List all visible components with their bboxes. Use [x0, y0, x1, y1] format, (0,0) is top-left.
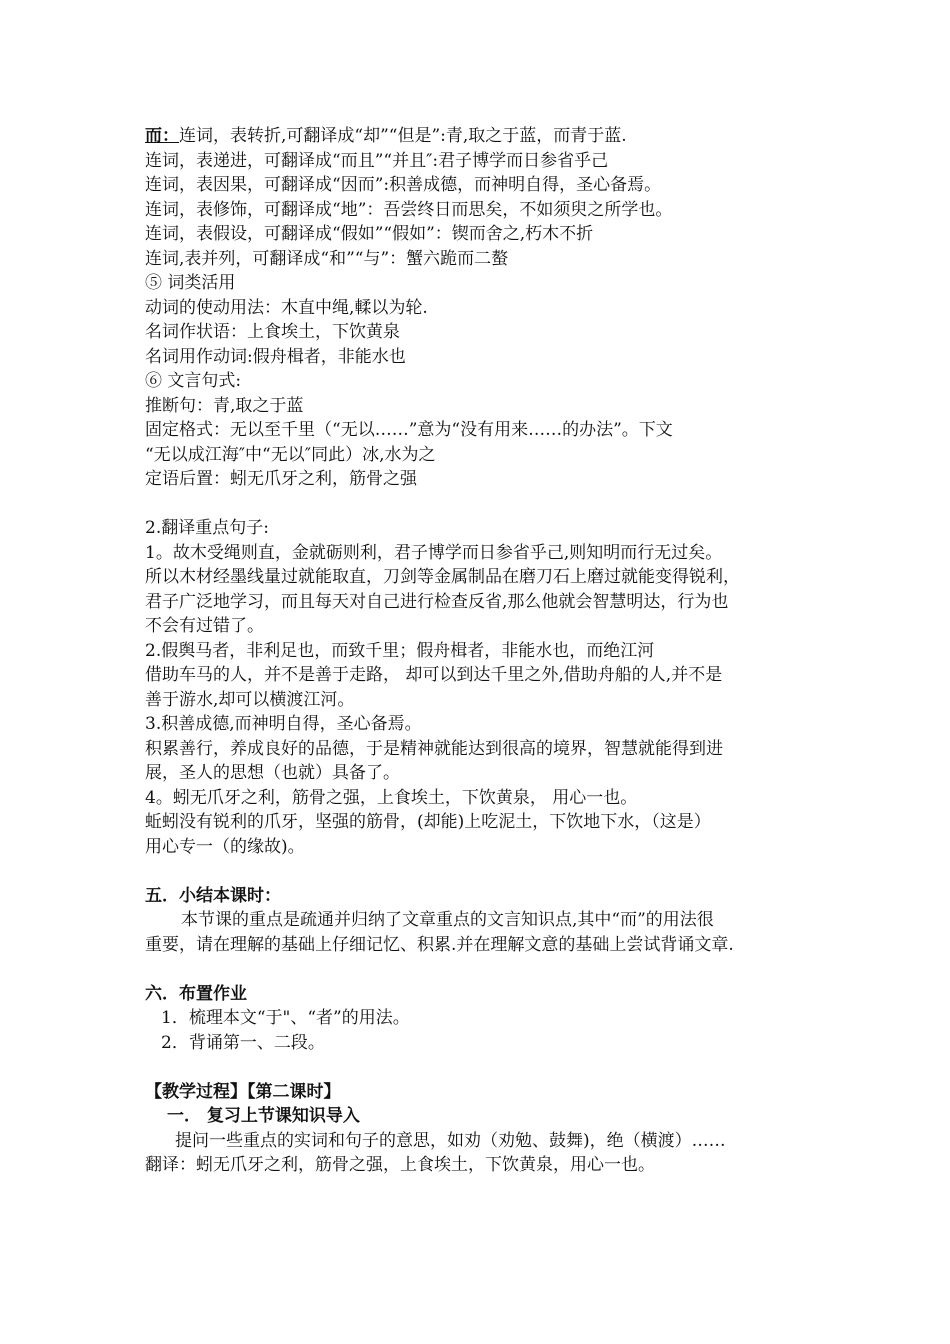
text-line: 固定格式：无以至千里（“无以……”意为“没有用来……的办法”。下文: [145, 420, 673, 440]
text-line: “无以成江海″中“无以″同此）冰,水为之: [145, 444, 436, 465]
text-line: 动词的使动用法：木直中绳,輮以为轮.: [145, 297, 428, 318]
review-line-1: 提问一些重点的实词和句子的意思，如劝（劝勉、鼓舞)，绝（横渡）……: [175, 1130, 726, 1151]
text-line: 积累善行，养成良好的品德，于是精神就能达到很高的境界，智慧就能得到进: [145, 738, 723, 759]
translation-heading: 2.翻译重点句子:: [145, 518, 269, 538]
text-line: 连词，表修饰，可翻译成“地”：吾尝终日而思矣，不如须臾之所学也。: [145, 199, 673, 220]
summary-paragraph-line-2: 重要，请在理解的基础上仔细记忆、积累.并在理解文意的基础上尝试背诵文章.: [145, 934, 734, 955]
er-heading: 而：: [145, 126, 179, 146]
text-line: 连词，表因果，可翻译成“因而”:积善成德，而神明自得，圣心备焉。: [145, 175, 662, 195]
spacer: [145, 957, 815, 982]
er-usage-line-1: [145, 124, 815, 149]
teaching-process-title: 【教学过程】【第二课时】: [145, 1081, 341, 1102]
text-line: 名词用作动词:假舟楫者，非能水也: [145, 346, 406, 367]
text-line: 不会有过错了。: [145, 616, 264, 636]
text-line: 连词，表递进，可翻译成“而且”“并且″:君子博学而日参省乎己: [145, 150, 609, 171]
text-line: 推断句：青,取之于蓝: [145, 395, 304, 416]
summary-paragraph-line-1: 本节课的重点是疏通并归纳了文章重点的文言知识点,其中“而”的用法很: [181, 910, 714, 930]
homework-item: 2．背诵第一、二段。: [161, 1032, 325, 1053]
text-line: 善于游水,却可以横渡江河。: [145, 689, 355, 710]
text-line: 展，圣人的思想（也就）具备了。: [145, 763, 400, 783]
text-line: 借助车马的人，并不是善于走路， 却可以到达千里之外,借助舟船的人,并不是: [145, 665, 723, 685]
text-line: 连词,表并列，可翻译成“和”“与”：蟹六跪而二螯: [145, 248, 509, 269]
document-page: [145, 124, 815, 1178]
text-line: 名词作状语：上食埃土，下饮黄泉: [145, 322, 400, 342]
text-line: 君子广泛地学习，而且每天对自己进行检查反省,那么他就会智慧明达，行为也: [145, 591, 729, 612]
text-line: 蚯蚓没有锐利的爪牙，坚强的筋骨，(却能)上吃泥土，下饮地下水，（这是）: [145, 812, 711, 832]
text-line: 4。蚓无爪牙之利，筋骨之强，上食埃土，下饮黄泉， 用心一也。: [145, 787, 638, 808]
text-line: 所以木材经墨线量过就能取直，刀剑等金属制品在磨刀石上磨过就能变得锐利，: [145, 567, 740, 587]
section-six-title: 六．布置作业: [145, 983, 247, 1004]
section-five-title: 五．小结本课时：: [145, 885, 281, 906]
spacer: [145, 859, 815, 884]
subheading-word-class: ⑤ 词类活用: [145, 273, 236, 293]
text-line: 1。故木受绳则直，金就砺则利，君子博学而日参省乎己,则知明而行无过矣。: [145, 542, 723, 563]
spacer: [145, 1055, 815, 1080]
review-line-2: 翻译：蚓无爪牙之利，筋骨之强，上食埃土，下饮黄泉，用心一也。: [145, 1155, 655, 1175]
homework-item: 1．梳理本文“于"、“者”的用法。: [161, 1008, 410, 1028]
text-line: 用心专一（的缘故)。: [145, 836, 305, 857]
review-subtitle: 一． 复习上节课知识导入: [167, 1106, 360, 1126]
text-line: 连词，表假设，可翻译成“假如”“假如”：锲而舍之,朽木不折: [145, 224, 594, 244]
spacer: [145, 492, 815, 517]
er-usage-text: 连词，表转折,可翻译成“却”“但是”:青,取之于蓝，而青于蓝.: [179, 126, 627, 146]
text-line: 定语后置：蚓无爪牙之利，筋骨之强: [145, 469, 417, 489]
text-line: 2.假舆马者，非利足也，而致千里；假舟楫者，非能水也，而绝江河: [145, 640, 655, 661]
subheading-sentence-patterns: ⑥ 文言句式:: [145, 371, 242, 391]
text-line: 3.积善成德,而神明自得，圣心备焉。: [145, 714, 422, 734]
